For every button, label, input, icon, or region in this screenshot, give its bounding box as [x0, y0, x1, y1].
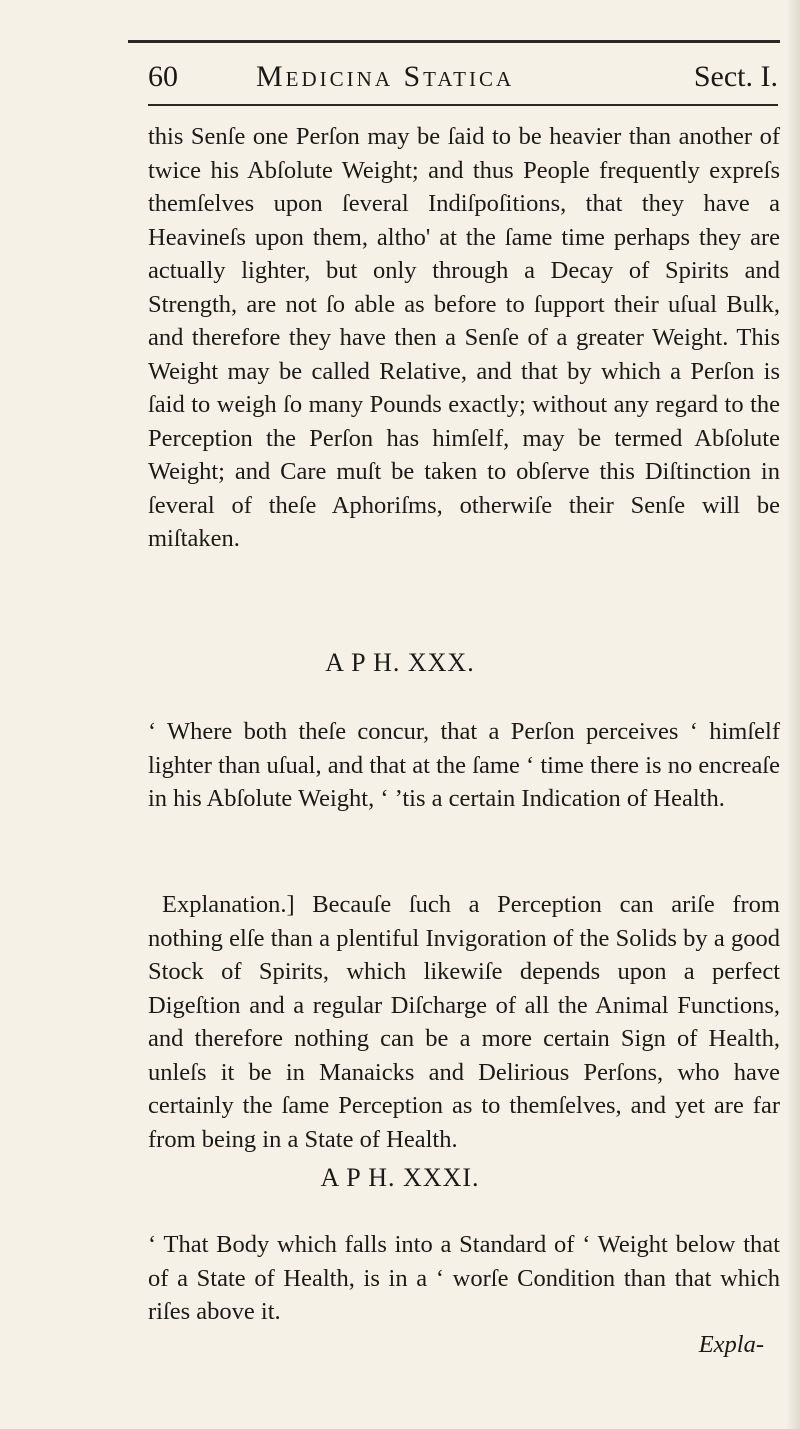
running-title: Medicina Statica: [256, 60, 515, 93]
top-rule: [128, 40, 780, 43]
aphorism-text-30: ‘ Where both theſe concur, that a Perſon perceives ‘ himſelf lighter than uſual, and that at the ſame ‘ time there is no encreaſe in his Abſolute Weight, ‘ ’tis a certain Indication of Health.: [148, 718, 780, 812]
page-number: 60: [148, 60, 178, 93]
section-label: Sect. I.: [693, 60, 778, 93]
header-rule: [148, 104, 778, 106]
aphorism-text-31: ‘ That Body which falls into a Standard of ‘ Weight below that of a State of Health, is in a ‘ worſe Condition than that which riſes above it.: [148, 1231, 780, 1325]
aphorism-heading-31: A P H. XXXI.: [320, 1163, 480, 1192]
catchword: Expla-: [698, 1331, 764, 1358]
aphorism-heading-30: A P H. XXX.: [325, 648, 475, 677]
page-header: [148, 60, 778, 110]
explanation-30: Explanation.] Becauſe ſuch a Perception can ariſe from nothing elſe than a plentiful Invigoration of the Solids by a good Stock of Spirits, which likewiſe depends upon a perfect Digeſtion and a regular Diſcharge of all the Animal Functions, and therefore nothing can be a more certain Sign of Health, unleſs it be in Manaicks and Delirious Perſons, who have certainly the ſame Perception as to themſelves, and yet are far from being in a State of Health.: [148, 891, 780, 1153]
page-edge-shadow: [786, 0, 800, 1429]
paragraph-continuation: this Senſe one Perſon may be ſaid to be heavier than another of twice his Abſolute Weight; and thus People frequently expreſs themſelves upon ſeveral Indiſpoſitions, that they have a Heavineſs upon them, altho' at the ſame time perhaps they are actually lighter, but only through a Decay of Spirits and Strength, are not ſo able as before to ſupport their uſual Bulk, and therefore they have then a Senſe of a greater Weight. This Weight may be called Relative, and that by which a Perſon is ſaid to weigh ſo many Pounds exactly; without any regard to the Perception the Perſon has himſelf, may be termed Abſolute Weight; and Care muſt be taken to obſerve this Diſtinction in ſeveral of theſe Aphoriſms, otherwiſe their Senſe will be miſtaken.: [148, 123, 780, 552]
